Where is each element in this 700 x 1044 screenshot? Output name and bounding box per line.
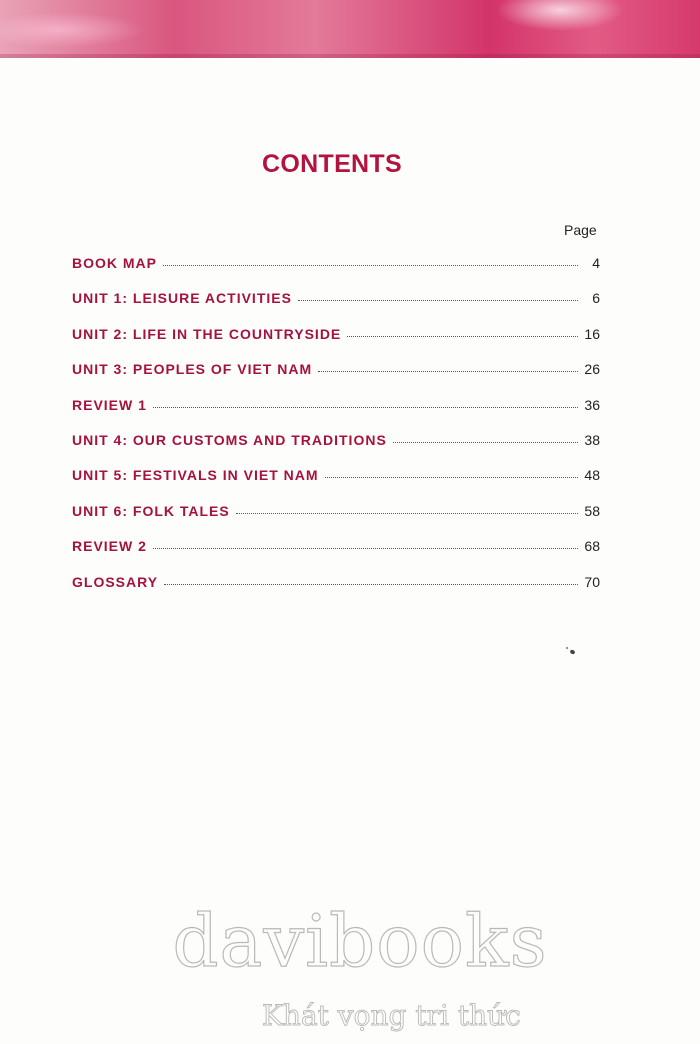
toc-entry-page: 48 bbox=[584, 467, 600, 484]
top-banner bbox=[0, 0, 700, 58]
dot-leader bbox=[325, 477, 578, 478]
dot-leader bbox=[347, 336, 578, 337]
toc-entry-unit-2[interactable] bbox=[72, 326, 600, 361]
table-of-contents bbox=[72, 255, 600, 609]
toc-entry-page: 36 bbox=[584, 396, 600, 413]
toc-entry-label: UNIT 2: LIFE IN THE COUNTRYSIDE bbox=[72, 325, 342, 342]
toc-entry-page: 68 bbox=[584, 538, 600, 555]
page-column-header: Page bbox=[564, 222, 597, 238]
dot-leader bbox=[236, 513, 578, 514]
toc-entry-label: REVIEW 2 bbox=[72, 538, 147, 555]
page-title: CONTENTS bbox=[262, 150, 402, 178]
toc-entry-review-1[interactable] bbox=[72, 397, 600, 432]
dot-leader bbox=[298, 300, 578, 301]
dot-leader bbox=[153, 548, 578, 549]
dot-leader bbox=[163, 265, 578, 266]
dot-leader bbox=[318, 371, 578, 372]
scan-speck bbox=[569, 649, 575, 655]
toc-entry-page: 4 bbox=[592, 255, 600, 271]
toc-entry-page: 38 bbox=[584, 431, 600, 448]
toc-entry-page: 58 bbox=[584, 502, 600, 519]
dot-leader bbox=[153, 407, 578, 408]
toc-entry-label: UNIT 3: PEOPLES OF VIET NAM bbox=[72, 361, 313, 378]
toc-entry-unit-4[interactable] bbox=[72, 432, 600, 467]
toc-entry-review-2[interactable] bbox=[72, 538, 600, 573]
toc-entry-unit-1[interactable] bbox=[72, 290, 600, 325]
watermark-tagline: Khát vọng tri thức bbox=[262, 999, 521, 1032]
toc-entry-page: 70 bbox=[584, 573, 600, 590]
toc-entry-unit-5[interactable] bbox=[72, 467, 600, 502]
toc-entry-label: UNIT 4: OUR CUSTOMS AND TRADITIONS bbox=[72, 431, 387, 448]
toc-entry-page: 16 bbox=[584, 325, 600, 342]
toc-entry-page: 26 bbox=[584, 361, 600, 378]
toc-entry-label: REVIEW 1 bbox=[72, 396, 147, 413]
toc-entry-page: 6 bbox=[592, 290, 600, 307]
dot-leader bbox=[393, 442, 578, 443]
dot-leader bbox=[164, 584, 578, 585]
toc-entry-label: GLOSSARY bbox=[72, 573, 159, 590]
scan-speck bbox=[566, 647, 568, 649]
toc-entry-glossary[interactable] bbox=[72, 574, 600, 609]
toc-entry-label: UNIT 6: FOLK TALES bbox=[72, 502, 230, 519]
watermark-brand: davibooks bbox=[172, 899, 548, 983]
toc-entry-book-map[interactable] bbox=[72, 255, 600, 290]
toc-entry-label: UNIT 5: FESTIVALS IN VIET NAM bbox=[72, 467, 319, 484]
toc-entry-unit-6[interactable] bbox=[72, 503, 600, 538]
toc-entry-label: UNIT 1: LEISURE ACTIVITIES bbox=[72, 290, 292, 307]
toc-entry-label: BOOK MAP bbox=[72, 255, 157, 271]
toc-entry-unit-3[interactable] bbox=[72, 361, 600, 396]
